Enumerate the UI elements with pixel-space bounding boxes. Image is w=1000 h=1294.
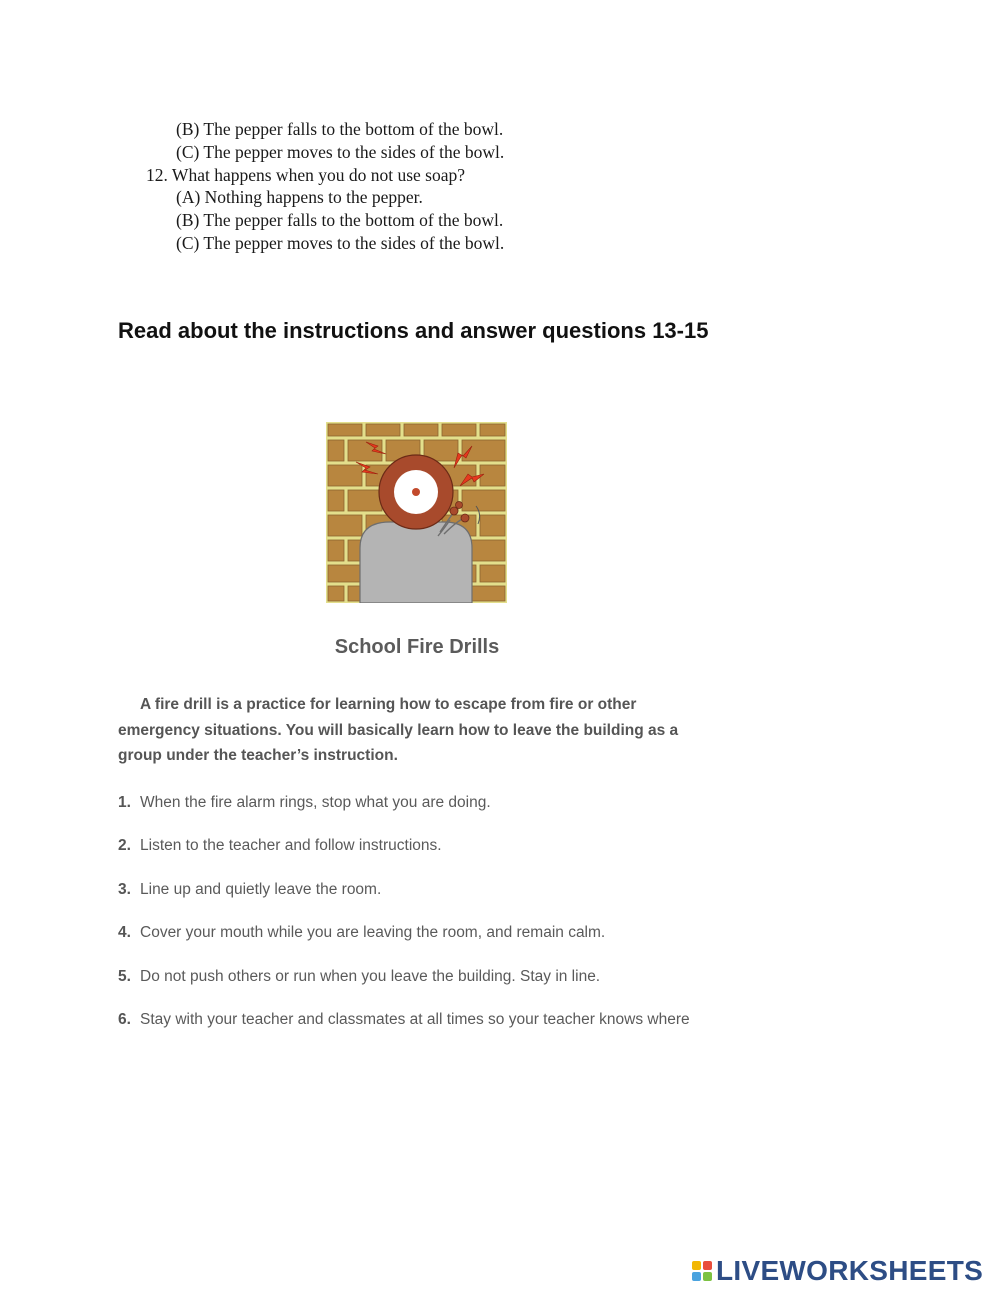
section-heading: Read about the instructions and answer questions 13-15: [118, 318, 709, 343]
step-text: Do not push others or run when you leave the building. Stay in line.: [140, 967, 601, 985]
list-item: [118, 1011, 758, 1054]
step-number: 5.: [118, 967, 131, 985]
article-title: School Fire Drills: [334, 636, 500, 658]
answer-option: (B) The pepper falls to the bottom of the bowl.: [176, 210, 504, 231]
list-item: [118, 924, 758, 967]
logo-square: [692, 1261, 701, 1270]
list-item: [118, 968, 758, 1011]
step-text: Stay with your teacher and classmates at all times so your teacher knows where: [140, 1010, 690, 1028]
steps-list: [118, 794, 758, 1054]
article-intro: A fire drill is a practice for learning how to escape from fire or other emergency situations. You will basically learn how to leave the building as a group under the teacher’s instruction.: [118, 696, 679, 764]
step-text: Cover your mouth while you are leaving the room, and remain calm.: [140, 924, 606, 942]
logo-square: [692, 1272, 701, 1281]
step-text: Listen to the teacher and follow instructions.: [140, 837, 442, 855]
step-number: 1.: [118, 794, 131, 811]
answer-option: (A) Nothing happens to the pepper.: [176, 187, 423, 208]
logo-mark-icon: [692, 1261, 712, 1281]
logo-square: [703, 1261, 712, 1270]
step-number: 4.: [118, 924, 131, 942]
logo-text: LIVEWORKSHEETS: [716, 1255, 984, 1286]
step-text: Line up and quietly leave the room.: [140, 880, 382, 898]
step-text: When the fire alarm rings, stop what you are doing.: [140, 794, 491, 811]
answer-option: (C) The pepper moves to the sides of the bowl.: [176, 141, 505, 162]
answer-option: (B) The pepper falls to the bottom of the bowl.: [176, 119, 504, 139]
liveworksheets-logo[interactable]: [692, 1255, 983, 1287]
fire-alarm-bell-icon: [326, 422, 507, 603]
answer-option: (C) The pepper moves to the sides of the bowl.: [176, 232, 505, 253]
list-item: [118, 794, 758, 837]
question-stem: 12. What happens when you do not use soap?: [146, 164, 465, 185]
list-item: [118, 881, 758, 924]
logo-square: [703, 1272, 712, 1281]
step-number: 2.: [118, 837, 131, 855]
question-block: [146, 118, 504, 255]
step-number: 6.: [118, 1010, 131, 1028]
step-number: 3.: [118, 880, 131, 898]
list-item: [118, 837, 758, 880]
